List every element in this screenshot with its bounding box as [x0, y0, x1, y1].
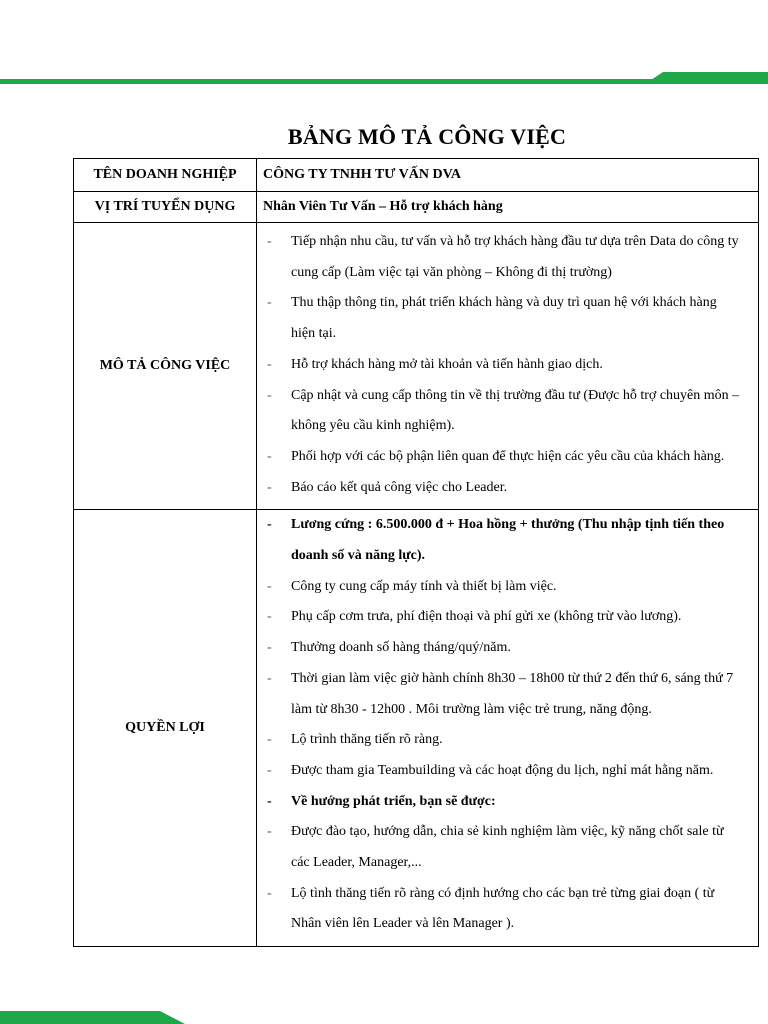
list-item: - Tiếp nhận nhu cầu, tư vấn và hỗ trợ khách hàng đầu tư dựa trên Data do công ty cung cấp (Làm việc tại văn phòng – Không đi thị trường) — [267, 227, 744, 288]
list-item: - Về hướng phát triển, bạn sẽ được: — [267, 787, 744, 818]
job-description-table — [73, 158, 759, 947]
description-cell — [257, 223, 759, 510]
list-item: - Hỗ trợ khách hàng mở tài khoản và tiến hành giao dịch. — [267, 350, 744, 381]
list-item: - Thu thập thông tin, phát triển khách hàng và duy trì quan hệ với khách hàng hiện tại. — [267, 288, 744, 349]
list-item: - Lộ trình thăng tiến rõ ràng. — [267, 725, 744, 756]
description-list — [267, 227, 744, 503]
list-item: - Được tham gia Teambuilding và các hoạt động du lịch, nghỉ mát hằng năm. — [267, 756, 744, 787]
list-item: - Thời gian làm việc giờ hành chính 8h30 – 18h00 từ thứ 2 đến thứ 6, sáng thứ 7 làm từ 8h30 - 12h00 . Môi trường làm việc trẻ trung, năng động. — [267, 664, 744, 725]
table-row-description — [74, 223, 759, 510]
document-title: BẢNG MÔ TẢ CÔNG VIỆC — [287, 124, 567, 149]
description-label: MÔ TẢ CÔNG VIỆC — [74, 223, 257, 510]
position-value: Nhân Viên Tư Vấn – Hỗ trợ khách hàng — [257, 192, 759, 223]
list-item: - Được đào tạo, hướng dẫn, chia sẻ kinh nghiệm làm việc, kỹ năng chốt sale từ các Leader, Manager,... — [267, 817, 744, 878]
benefits-label: QUYỀN LỢI — [74, 510, 257, 947]
benefits-list — [267, 510, 744, 940]
position-label: VỊ TRÍ TUYỂN DỤNG — [74, 192, 257, 223]
list-item: - Công ty cung cấp máy tính và thiết bị làm việc. — [267, 572, 744, 603]
company-label: TÊN DOANH NGHIỆP — [74, 159, 257, 192]
list-item: - Thưởng doanh số hàng tháng/quý/năm. — [267, 633, 744, 664]
list-item: - Báo cáo kết quả công việc cho Leader. — [267, 473, 744, 504]
table-row-company — [74, 159, 759, 192]
top-accent-tab — [645, 72, 768, 84]
list-item: - Lương cứng : 6.500.000 đ + Hoa hồng + thưởng (Thu nhập tịnh tiến theo doanh số và năng lực). — [267, 510, 744, 571]
list-item: - Cập nhật và cung cấp thông tin về thị trường đầu tư (Được hỗ trợ chuyên môn – không yêu cầu kinh nghiệm). — [267, 381, 744, 442]
company-value: CÔNG TY TNHH TƯ VẤN DVA — [257, 159, 759, 192]
benefits-cell — [257, 510, 759, 947]
table-row-position — [74, 192, 759, 223]
bottom-accent-bar — [0, 1020, 175, 1024]
list-item: - Phối hợp với các bộ phận liên quan để thực hiện các yêu cầu của khách hàng. — [267, 442, 744, 473]
list-item: - Phụ cấp cơm trưa, phí điện thoại và phí gửi xe (không trừ vào lương). — [267, 602, 744, 633]
list-item: - Lộ tình thăng tiến rõ ràng có định hướng cho các bạn trẻ từng giai đoạn ( từ Nhân viên lên Leader và lên Manager ). — [267, 879, 744, 940]
table-row-benefits — [74, 510, 759, 947]
